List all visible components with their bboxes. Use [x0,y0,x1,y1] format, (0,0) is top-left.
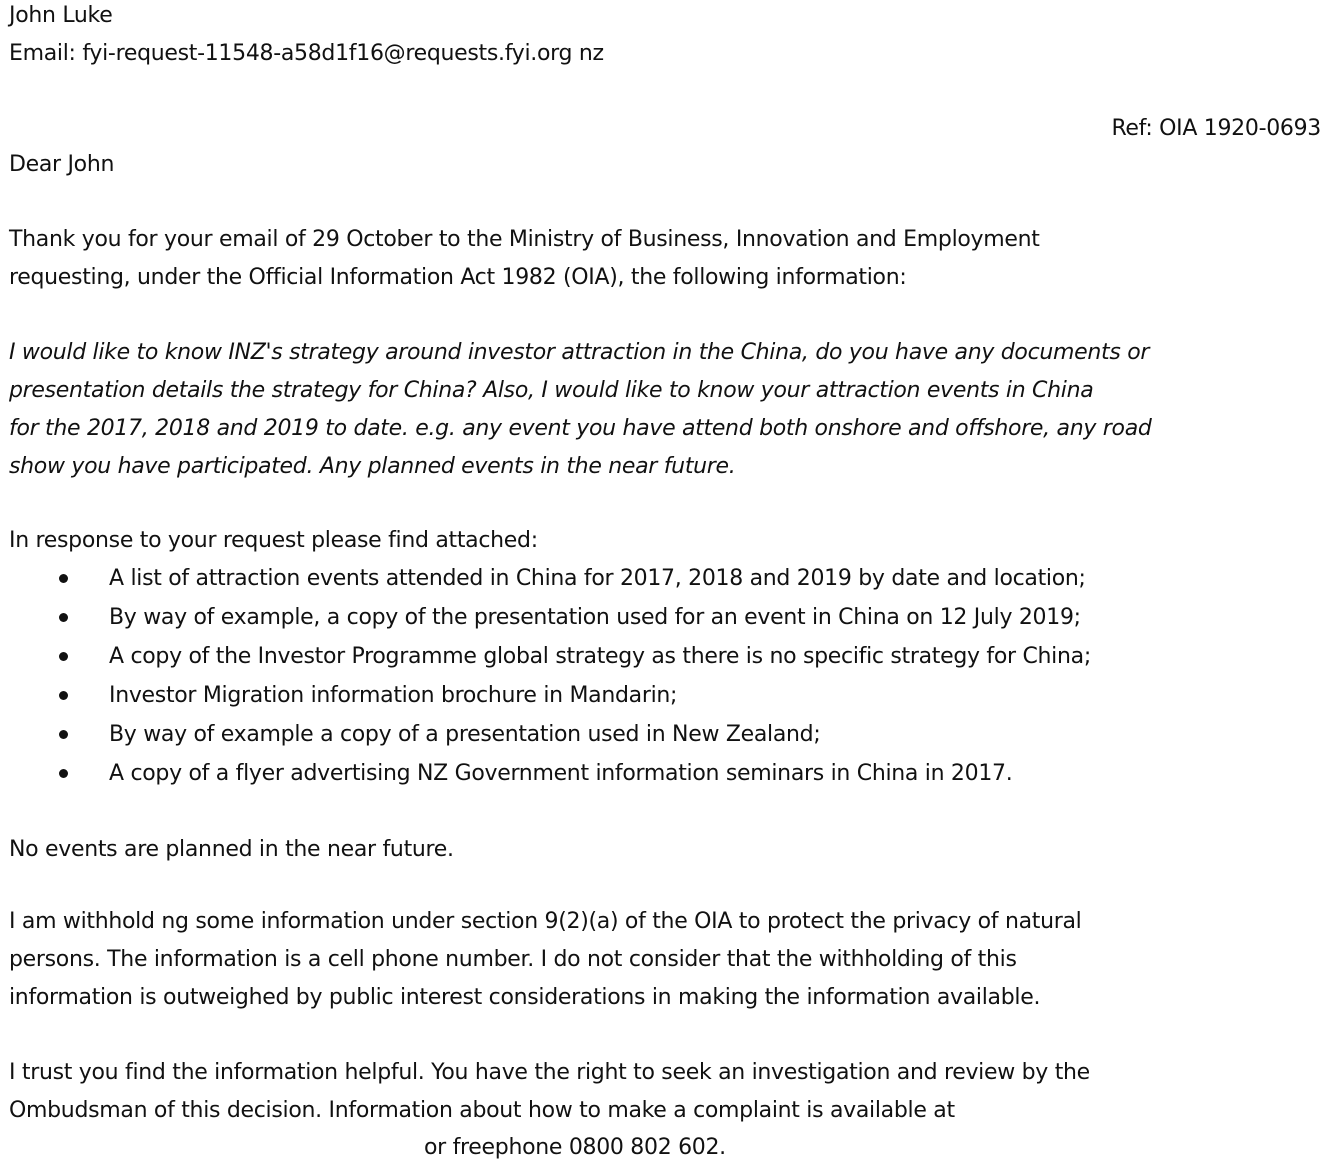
request-quote-line-1: I would like to know INZ's strategy around investor attraction in the China, do you have any documents or [9,340,1150,365]
request-quote-line-4: show you have participated. Any planned events in the near future. [9,454,736,479]
list-item-text: By way of example a copy of a presentation used in New Zealand; [109,722,821,747]
recipient-email: Email: fyi-request-11548-a58d1f16@requests.fyi.org nz [9,41,604,66]
reference-number: Ref: OIA 1920-0693 [1111,116,1321,141]
request-quote-line-2: presentation details the strategy for China? Also, I would like to know your attraction events in China [9,378,1094,403]
salutation: Dear John [9,152,115,177]
intro-line-2: requesting, under the Official Information Act 1982 (OIA), the following information: [9,265,907,290]
closing-line-3: or freephone 0800 802 602. [424,1135,726,1160]
bullet-icon [59,691,68,700]
list-item-text: By way of example, a copy of the presentation used for an event in China on 12 July 2019; [109,605,1081,630]
bullet-icon [59,574,68,583]
withholding-line-3: information is outweighed by public interest considerations in making the information available. [9,985,1041,1010]
bullet-icon [59,652,68,661]
list-item-text: A list of attraction events attended in China for 2017, 2018 and 2019 by date and location; [109,566,1086,591]
bullet-icon [59,730,68,739]
withholding-line-1: I am withhold ng some information under section 9(2)(a) of the OIA to protect the privacy of natural [9,909,1082,934]
response-intro: In response to your request please find attached: [9,528,538,553]
bullet-icon [59,769,68,778]
request-quote-line-3: for the 2017, 2018 and 2019 to date. e.g. any event you have attend both onshore and offshore, any road [9,416,1152,441]
recipient-name: John Luke [9,3,113,28]
closing-line-1: I trust you find the information helpful. You have the right to seek an investigation and review by the [9,1060,1090,1085]
closing-line-2: Ombudsman of this decision. Information about how to make a complaint is available at [9,1098,955,1123]
list-item-text: A copy of the Investor Programme global strategy as there is no specific strategy for China; [109,644,1091,669]
list-item-text: A copy of a flyer advertising NZ Government information seminars in China in 2017. [109,761,1013,786]
intro-line-1: Thank you for your email of 29 October to the Ministry of Business, Innovation and Employment [9,227,1040,252]
withholding-line-2: persons. The information is a cell phone number. I do not consider that the withholding of this [9,947,1017,972]
no-events-statement: No events are planned in the near future. [9,837,454,862]
list-item-text: Investor Migration information brochure in Mandarin; [109,683,678,708]
bullet-icon [59,613,68,622]
